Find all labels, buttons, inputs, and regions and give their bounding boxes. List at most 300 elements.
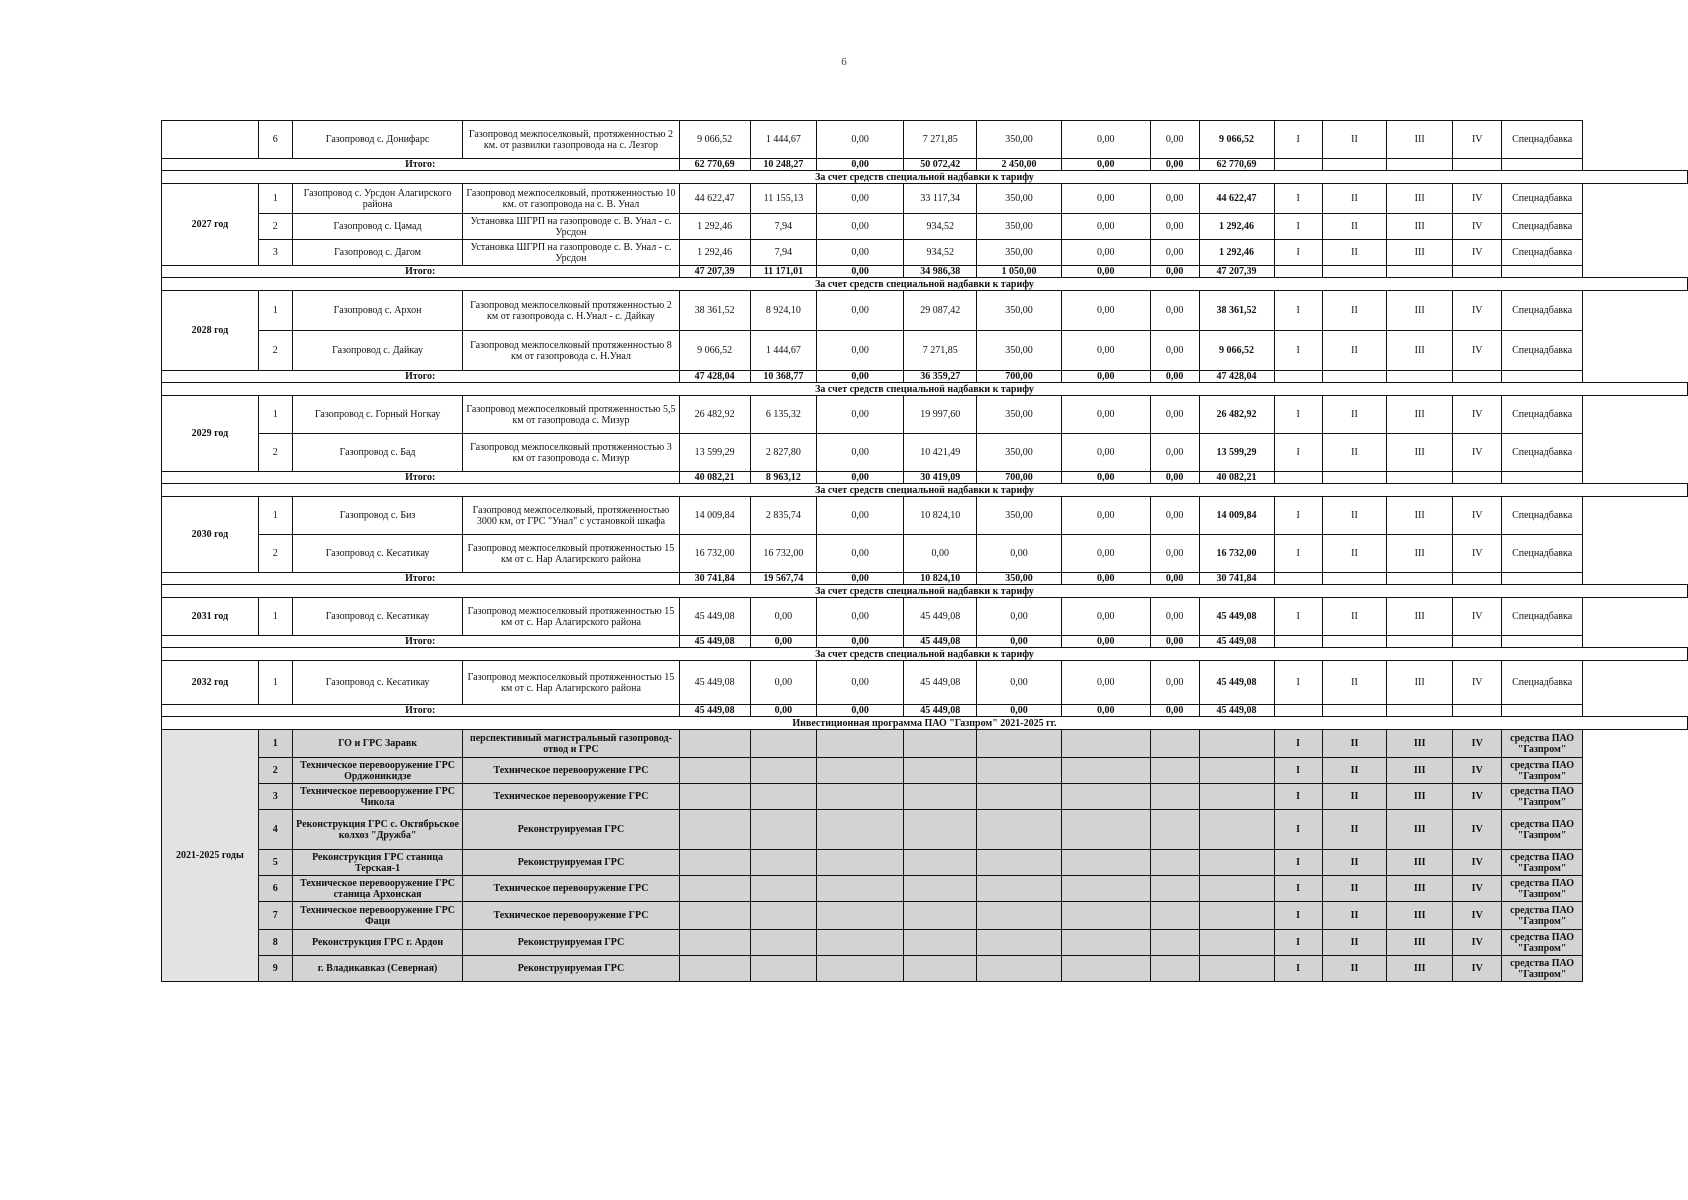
total-value: 19 567,74 xyxy=(750,573,816,585)
year-label: 2029 год xyxy=(162,396,259,472)
value-v2: 1 444,67 xyxy=(750,331,816,371)
value-v3: 0,00 xyxy=(817,121,904,159)
object-name: Газопровод с. Цамад xyxy=(292,214,463,240)
value-cell xyxy=(977,784,1062,810)
value-v5: 350,00 xyxy=(977,396,1062,434)
value-cell xyxy=(679,758,750,784)
empty-cell xyxy=(1274,636,1322,648)
quarter-q2: II xyxy=(1322,121,1387,159)
value-cell xyxy=(904,810,977,850)
total-value: 0,00 xyxy=(1061,472,1150,484)
total-value: 0,00 xyxy=(1150,371,1199,383)
value-v6: 0,00 xyxy=(1061,661,1150,705)
quarter-q1: I xyxy=(1274,184,1322,214)
total-value: 40 082,21 xyxy=(679,472,750,484)
value-v8: 16 732,00 xyxy=(1199,535,1274,573)
section-header-row xyxy=(162,278,1688,291)
funding-source: средства ПАО "Газпром" xyxy=(1502,784,1582,810)
empty-cell xyxy=(1322,472,1387,484)
quarter-q1: I xyxy=(1274,784,1322,810)
value-cell xyxy=(1199,730,1274,758)
table-row xyxy=(162,214,1688,240)
total-value: 0,00 xyxy=(817,472,904,484)
object-description: Газопровод межпоселковый, протяженностью 2 км. от развилки газопровода на с. Лезгор xyxy=(463,121,679,159)
quarter-q1: I xyxy=(1274,434,1322,472)
quarter-q1: I xyxy=(1274,758,1322,784)
row-number: 6 xyxy=(258,121,292,159)
object-description: Газопровод межпоселковый протяженностью 15 км от с. Нар Алагирского района xyxy=(463,598,679,636)
value-cell xyxy=(817,876,904,902)
quarter-q2: II xyxy=(1322,396,1387,434)
value-v1: 9 066,52 xyxy=(679,121,750,159)
value-v5: 350,00 xyxy=(977,214,1062,240)
total-value: 0,00 xyxy=(1150,159,1199,171)
total-value: 10 368,77 xyxy=(750,371,816,383)
quarter-q2: II xyxy=(1322,240,1387,266)
value-cell xyxy=(817,784,904,810)
value-v5: 350,00 xyxy=(977,240,1062,266)
quarter-q4: IV xyxy=(1453,876,1502,902)
value-cell xyxy=(977,850,1062,876)
value-v8: 9 066,52 xyxy=(1199,331,1274,371)
empty-cell xyxy=(1322,573,1387,585)
quarter-q4: IV xyxy=(1453,661,1502,705)
value-cell xyxy=(817,850,904,876)
value-cell xyxy=(1199,758,1274,784)
value-cell xyxy=(904,930,977,956)
value-v5: 350,00 xyxy=(977,184,1062,214)
empty-cell xyxy=(1502,472,1582,484)
total-value: 40 082,21 xyxy=(1199,472,1274,484)
quarter-q4: IV xyxy=(1453,497,1502,535)
value-v1: 45 449,08 xyxy=(679,661,750,705)
value-cell xyxy=(679,902,750,930)
quarter-q1: I xyxy=(1274,240,1322,266)
funding-source: средства ПАО "Газпром" xyxy=(1502,956,1582,982)
quarter-q2: II xyxy=(1322,331,1387,371)
total-value: 36 359,27 xyxy=(904,371,977,383)
quarter-q1: I xyxy=(1274,535,1322,573)
total-value: 62 770,69 xyxy=(679,159,750,171)
empty-cell xyxy=(1387,159,1453,171)
empty-cell xyxy=(1453,371,1502,383)
value-cell xyxy=(679,956,750,982)
table-row xyxy=(162,758,1688,784)
quarter-q2: II xyxy=(1322,902,1387,930)
total-value: 47 207,39 xyxy=(1199,266,1274,278)
value-v5: 350,00 xyxy=(977,121,1062,159)
year-label: 2032 год xyxy=(162,661,259,705)
total-value: 0,00 xyxy=(1061,371,1150,383)
empty-cell xyxy=(1453,573,1502,585)
total-value: 0,00 xyxy=(750,705,816,717)
value-v3: 0,00 xyxy=(817,434,904,472)
object-description: Газопровод межпоселковый протяженностью 3 км от газопровода с. Мизур xyxy=(463,434,679,472)
value-cell xyxy=(679,850,750,876)
quarter-q4: IV xyxy=(1453,810,1502,850)
quarter-q1: I xyxy=(1274,214,1322,240)
empty-cell xyxy=(1387,266,1453,278)
value-cell xyxy=(1150,902,1199,930)
total-value: 47 428,04 xyxy=(1199,371,1274,383)
total-value: 47 207,39 xyxy=(679,266,750,278)
quarter-q3: III xyxy=(1387,876,1453,902)
total-value: 30 741,84 xyxy=(1199,573,1274,585)
value-v8: 1 292,46 xyxy=(1199,214,1274,240)
value-v4: 19 997,60 xyxy=(904,396,977,434)
total-value: 0,00 xyxy=(817,159,904,171)
total-value: 0,00 xyxy=(817,266,904,278)
quarter-q4: IV xyxy=(1453,535,1502,573)
total-label: Итого: xyxy=(162,573,680,585)
quarter-q2: II xyxy=(1322,876,1387,902)
value-v6: 0,00 xyxy=(1061,535,1150,573)
row-number: 7 xyxy=(258,902,292,930)
quarter-q4: IV xyxy=(1453,598,1502,636)
total-label: Итого: xyxy=(162,705,680,717)
value-v5: 0,00 xyxy=(977,661,1062,705)
value-v7: 0,00 xyxy=(1150,434,1199,472)
quarter-q1: I xyxy=(1274,902,1322,930)
quarter-q2: II xyxy=(1322,730,1387,758)
value-cell xyxy=(1150,956,1199,982)
value-v2: 11 155,13 xyxy=(750,184,816,214)
total-value: 0,00 xyxy=(750,636,816,648)
total-label: Итого: xyxy=(162,371,680,383)
value-cell xyxy=(904,758,977,784)
value-v5: 350,00 xyxy=(977,331,1062,371)
total-value: 350,00 xyxy=(977,573,1062,585)
quarter-q4: IV xyxy=(1453,214,1502,240)
value-cell xyxy=(817,902,904,930)
quarter-q3: III xyxy=(1387,497,1453,535)
funding-source: Спецнадбавка xyxy=(1502,396,1582,434)
value-cell xyxy=(1199,930,1274,956)
total-value: 50 072,42 xyxy=(904,159,977,171)
value-v2: 16 732,00 xyxy=(750,535,816,573)
quarter-q2: II xyxy=(1322,497,1387,535)
value-v2: 7,94 xyxy=(750,214,816,240)
object-name: Техническое перевооружение ГРС станица Архонская xyxy=(292,876,463,902)
value-cell xyxy=(679,810,750,850)
empty-cell xyxy=(1387,705,1453,717)
value-cell xyxy=(1150,758,1199,784)
value-cell xyxy=(750,930,816,956)
value-cell xyxy=(817,956,904,982)
value-v3: 0,00 xyxy=(817,396,904,434)
quarter-q2: II xyxy=(1322,850,1387,876)
funding-source: средства ПАО "Газпром" xyxy=(1502,730,1582,758)
total-value: 700,00 xyxy=(977,371,1062,383)
value-v7: 0,00 xyxy=(1150,535,1199,573)
object-name: Техническое перевооружение ГРС Чикола xyxy=(292,784,463,810)
total-value: 0,00 xyxy=(817,705,904,717)
value-cell xyxy=(679,930,750,956)
funding-source: средства ПАО "Газпром" xyxy=(1502,930,1582,956)
empty-cell xyxy=(1453,159,1502,171)
empty-cell xyxy=(1274,472,1322,484)
total-label: Итого: xyxy=(162,266,680,278)
value-v5: 350,00 xyxy=(977,434,1062,472)
object-name: Техническое перевооружение ГРС Орджоникидзе xyxy=(292,758,463,784)
value-v8: 45 449,08 xyxy=(1199,598,1274,636)
object-description: Газопровод межпоселковый протяженностью 2 км от газопровода с. Н.Унал - с. Дайкау xyxy=(463,291,679,331)
quarter-q4: IV xyxy=(1453,240,1502,266)
value-cell xyxy=(977,902,1062,930)
empty-cell xyxy=(1387,472,1453,484)
funding-source: Спецнадбавка xyxy=(1502,214,1582,240)
funding-source: Спецнадбавка xyxy=(1502,121,1582,159)
section-header: За счет средств специальной надбавки к тарифу xyxy=(162,171,1688,184)
value-v1: 38 361,52 xyxy=(679,291,750,331)
value-cell xyxy=(750,730,816,758)
total-value: 0,00 xyxy=(1150,573,1199,585)
row-number: 9 xyxy=(258,956,292,982)
value-cell xyxy=(904,956,977,982)
value-v8: 38 361,52 xyxy=(1199,291,1274,331)
value-v2: 7,94 xyxy=(750,240,816,266)
object-name: Реконструкция ГРС г. Ардон xyxy=(292,930,463,956)
section-header-row xyxy=(162,717,1688,730)
value-cell xyxy=(1150,850,1199,876)
value-v1: 16 732,00 xyxy=(679,535,750,573)
value-v8: 45 449,08 xyxy=(1199,661,1274,705)
value-v2: 0,00 xyxy=(750,661,816,705)
total-value: 11 171,01 xyxy=(750,266,816,278)
quarter-q4: IV xyxy=(1453,434,1502,472)
value-cell xyxy=(1199,956,1274,982)
value-cell xyxy=(1199,902,1274,930)
funding-source: Спецнадбавка xyxy=(1502,240,1582,266)
empty-cell xyxy=(1502,573,1582,585)
value-v8: 14 009,84 xyxy=(1199,497,1274,535)
total-label: Итого: xyxy=(162,159,680,171)
total-value: 45 449,08 xyxy=(1199,636,1274,648)
value-v7: 0,00 xyxy=(1150,184,1199,214)
value-v5: 350,00 xyxy=(977,497,1062,535)
object-description: Газопровод межпоселковый, протяженностью 3000 км, от ГРС "Унал" с установкой шкафа xyxy=(463,497,679,535)
value-v7: 0,00 xyxy=(1150,331,1199,371)
empty-cell xyxy=(1502,705,1582,717)
table-row xyxy=(162,291,1688,331)
section-header-row xyxy=(162,383,1688,396)
empty-cell xyxy=(1387,636,1453,648)
total-row xyxy=(162,266,1688,278)
row-number: 1 xyxy=(258,598,292,636)
object-name: Газопровод с. Бад xyxy=(292,434,463,472)
quarter-q3: III xyxy=(1387,758,1453,784)
row-number: 2 xyxy=(258,331,292,371)
total-value: 0,00 xyxy=(1150,636,1199,648)
value-v6: 0,00 xyxy=(1061,396,1150,434)
empty-cell xyxy=(1502,371,1582,383)
table-row xyxy=(162,956,1688,982)
quarter-q3: III xyxy=(1387,930,1453,956)
quarter-q4: IV xyxy=(1453,331,1502,371)
value-cell xyxy=(750,876,816,902)
total-label: Итого: xyxy=(162,636,680,648)
empty-cell xyxy=(1453,266,1502,278)
value-v3: 0,00 xyxy=(817,661,904,705)
value-v6: 0,00 xyxy=(1061,497,1150,535)
row-number: 1 xyxy=(258,396,292,434)
quarter-q2: II xyxy=(1322,184,1387,214)
value-v2: 2 827,80 xyxy=(750,434,816,472)
value-v1: 9 066,52 xyxy=(679,331,750,371)
empty-cell xyxy=(1387,371,1453,383)
value-v1: 44 622,47 xyxy=(679,184,750,214)
object-description: Газопровод межпоселковый, протяженностью 10 км. от газопровода на с. В. Унал xyxy=(463,184,679,214)
quarter-q4: IV xyxy=(1453,730,1502,758)
value-cell xyxy=(750,758,816,784)
value-cell xyxy=(977,930,1062,956)
value-v3: 0,00 xyxy=(817,598,904,636)
empty-cell xyxy=(1322,159,1387,171)
object-description: Газопровод межпоселковый протяженностью 15 км от с. Нар Алагирского района xyxy=(463,661,679,705)
total-row xyxy=(162,573,1688,585)
total-row xyxy=(162,472,1688,484)
value-v6: 0,00 xyxy=(1061,121,1150,159)
value-cell xyxy=(1199,784,1274,810)
row-number: 1 xyxy=(258,184,292,214)
empty-cell xyxy=(1387,573,1453,585)
investment-table xyxy=(161,120,1688,982)
funding-source: Спецнадбавка xyxy=(1502,497,1582,535)
empty-cell xyxy=(1502,266,1582,278)
quarter-q3: III xyxy=(1387,902,1453,930)
value-v2: 2 835,74 xyxy=(750,497,816,535)
object-name: Реконструкция ГРС станица Терская-1 xyxy=(292,850,463,876)
funding-source: средства ПАО "Газпром" xyxy=(1502,758,1582,784)
quarter-q2: II xyxy=(1322,214,1387,240)
total-value: 45 449,08 xyxy=(904,705,977,717)
value-cell xyxy=(1150,876,1199,902)
total-value: 45 449,08 xyxy=(679,705,750,717)
value-cell xyxy=(817,730,904,758)
total-value: 45 449,08 xyxy=(904,636,977,648)
total-row xyxy=(162,636,1688,648)
value-v4: 7 271,85 xyxy=(904,331,977,371)
object-description: Установка ШГРП на газопроводе с. В. Унал - с. Урсдон xyxy=(463,214,679,240)
value-v3: 0,00 xyxy=(817,331,904,371)
total-value: 47 428,04 xyxy=(679,371,750,383)
funding-source: средства ПАО "Газпром" xyxy=(1502,850,1582,876)
funding-source: Спецнадбавка xyxy=(1502,535,1582,573)
total-value: 30 741,84 xyxy=(679,573,750,585)
value-cell xyxy=(750,850,816,876)
value-cell xyxy=(1199,876,1274,902)
object-description: Реконструируемая ГРС xyxy=(463,810,679,850)
quarter-q4: IV xyxy=(1453,184,1502,214)
section-header: За счет средств специальной надбавки к тарифу xyxy=(162,648,1688,661)
value-cell xyxy=(1061,956,1150,982)
value-cell xyxy=(1061,758,1150,784)
value-v7: 0,00 xyxy=(1150,121,1199,159)
total-value: 30 419,09 xyxy=(904,472,977,484)
quarter-q2: II xyxy=(1322,758,1387,784)
object-name: Газопровод с. Дайкау xyxy=(292,331,463,371)
row-number: 1 xyxy=(258,291,292,331)
object-name: ГО и ГРС Заравк xyxy=(292,730,463,758)
quarter-q4: IV xyxy=(1453,930,1502,956)
section-header: За счет средств специальной надбавки к тарифу xyxy=(162,383,1688,396)
value-cell xyxy=(904,730,977,758)
value-v8: 13 599,29 xyxy=(1199,434,1274,472)
quarter-q4: IV xyxy=(1453,121,1502,159)
value-v4: 10 421,49 xyxy=(904,434,977,472)
value-cell xyxy=(1061,784,1150,810)
quarter-q2: II xyxy=(1322,535,1387,573)
total-row xyxy=(162,705,1688,717)
quarter-q2: II xyxy=(1322,434,1387,472)
empty-cell xyxy=(1502,636,1582,648)
empty-cell xyxy=(1502,159,1582,171)
value-v1: 1 292,46 xyxy=(679,214,750,240)
object-name: Газопровод с. Дагом xyxy=(292,240,463,266)
value-cell xyxy=(1199,850,1274,876)
value-v6: 0,00 xyxy=(1061,434,1150,472)
table-row xyxy=(162,396,1688,434)
total-value: 0,00 xyxy=(1061,705,1150,717)
total-value: 0,00 xyxy=(1061,636,1150,648)
total-value: 34 986,38 xyxy=(904,266,977,278)
object-description: Техническое перевооружение ГРС xyxy=(463,876,679,902)
quarter-q1: I xyxy=(1274,497,1322,535)
object-description: Техническое перевооружение ГРС xyxy=(463,902,679,930)
table-row xyxy=(162,497,1688,535)
total-value: 0,00 xyxy=(817,636,904,648)
quarter-q1: I xyxy=(1274,850,1322,876)
row-number: 2 xyxy=(258,758,292,784)
value-v5: 0,00 xyxy=(977,598,1062,636)
empty-cell xyxy=(1453,636,1502,648)
year-label: 2027 год xyxy=(162,184,259,266)
value-cell xyxy=(750,902,816,930)
quarter-q2: II xyxy=(1322,291,1387,331)
value-cell xyxy=(1061,902,1150,930)
quarter-q3: III xyxy=(1387,661,1453,705)
quarter-q3: III xyxy=(1387,240,1453,266)
object-name: Газопровод с. Горный Ногкау xyxy=(292,396,463,434)
value-v7: 0,00 xyxy=(1150,396,1199,434)
total-value: 0,00 xyxy=(1150,705,1199,717)
period-label: 2021-2025 годы xyxy=(162,730,259,982)
object-description: Газопровод межпоселковый протяженностью 15 км от с. Нар Алагирского района xyxy=(463,535,679,573)
value-v6: 0,00 xyxy=(1061,598,1150,636)
section-header: За счет средств специальной надбавки к тарифу xyxy=(162,278,1688,291)
table-row xyxy=(162,598,1688,636)
object-name: Техническое перевооружение ГРС Фаци xyxy=(292,902,463,930)
value-v1: 45 449,08 xyxy=(679,598,750,636)
total-value: 0,00 xyxy=(977,636,1062,648)
section-header: За счет средств специальной надбавки к тарифу xyxy=(162,585,1688,598)
quarter-q2: II xyxy=(1322,598,1387,636)
section-header-row xyxy=(162,585,1688,598)
row-number: 5 xyxy=(258,850,292,876)
value-cell xyxy=(1150,930,1199,956)
row-number: 4 xyxy=(258,810,292,850)
quarter-q3: III xyxy=(1387,434,1453,472)
value-v5: 350,00 xyxy=(977,291,1062,331)
quarter-q3: III xyxy=(1387,331,1453,371)
value-v4: 45 449,08 xyxy=(904,598,977,636)
total-value: 0,00 xyxy=(817,573,904,585)
row-number: 6 xyxy=(258,876,292,902)
section-header-row xyxy=(162,171,1688,184)
funding-source: средства ПАО "Газпром" xyxy=(1502,902,1582,930)
table-row xyxy=(162,730,1688,758)
quarter-q3: III xyxy=(1387,598,1453,636)
